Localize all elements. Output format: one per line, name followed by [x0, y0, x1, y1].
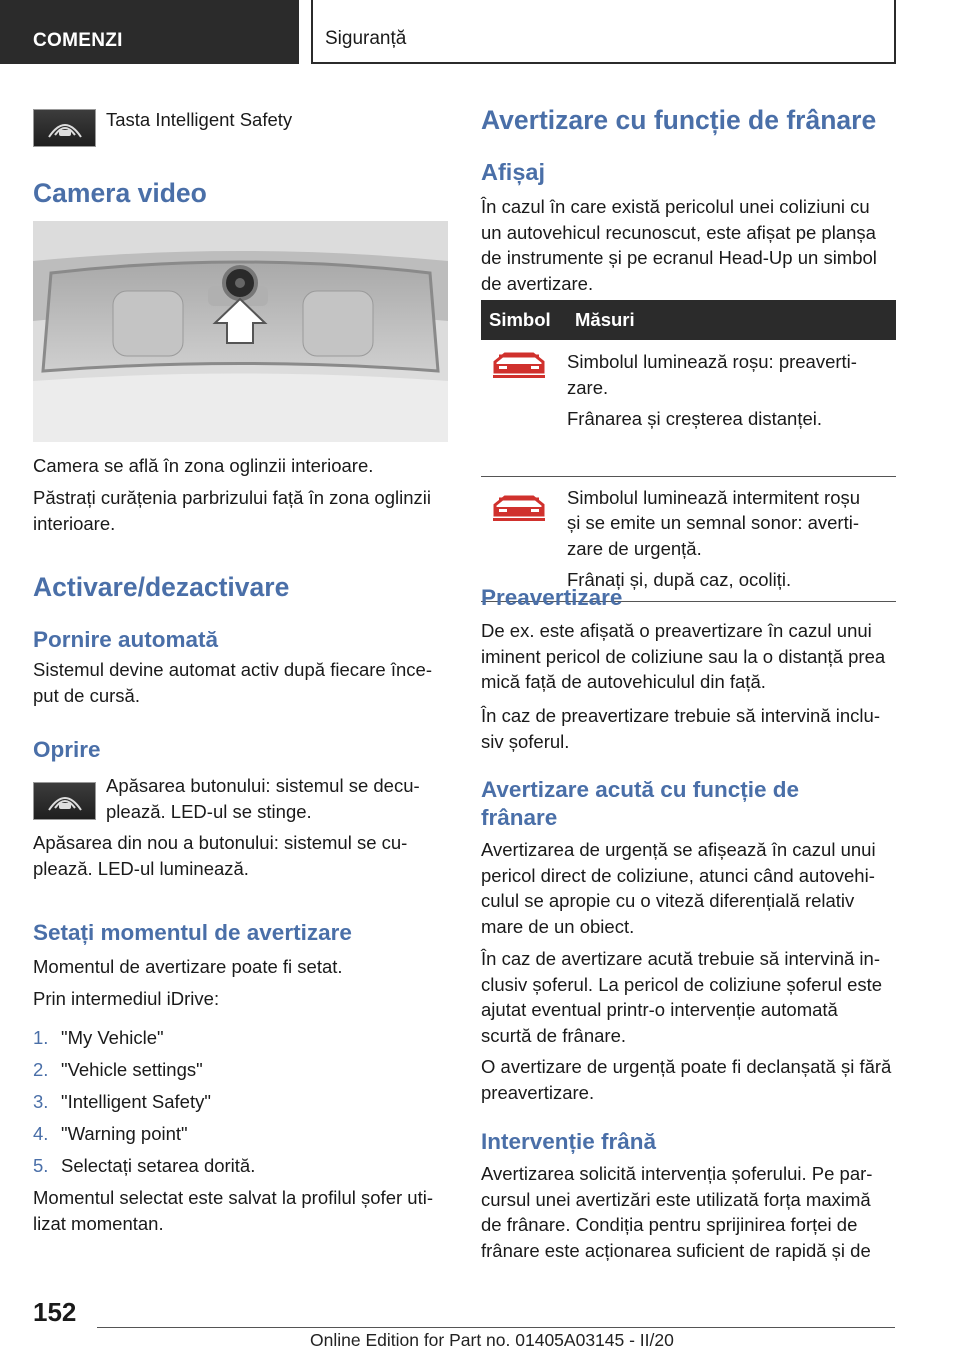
stop-button-row [33, 775, 448, 828]
symbol-cell [481, 476, 567, 601]
symbol-table [481, 300, 896, 602]
final-paragraph: Momentul selectat este salvat la profilul șofer uti- lizat momentan. [33, 1187, 433, 1234]
warning-time-paragraph-2: Prin intermediul iDrive: [33, 988, 220, 1009]
table-header-row [481, 300, 896, 340]
pre-warning-heading: Preavertizare [481, 585, 623, 610]
symbol-cell [481, 340, 567, 476]
column-header-symbol: Simbol [481, 300, 567, 340]
warning-time-paragraph-1: Momentul de avertizare poate fi setat. [33, 956, 343, 977]
pre-warning-paragraph-1: De ex. este afișată o preavertizare în cazul unui iminent pericol de coliziune sau la o distanță prea mică față de autovehiculul din față. [481, 620, 886, 692]
camera-paragraph-1: Camera se află în zona oglinzii interioare. [33, 455, 374, 476]
display-paragraph: În cazul în care există pericolul unei coliziuni cu un autovehicul recunoscut, este afișat pe planșa de instrumente și pe ecranul Head-Up un simbol de avertizare. [481, 196, 877, 294]
main-heading: Avertizare cu funcție de frânare [481, 105, 877, 135]
brake-intervention-heading: Intervenție frână [481, 1129, 657, 1154]
page-header [0, 0, 960, 66]
acute-paragraph-2: În caz de avertizare acută trebuie să intervină in- clusiv șoferul. La pericol de coliziune șoferul este ajutat eventual printr-o intervenție automată scurtă de frânare. [481, 948, 883, 1046]
camera-heading: Camera video [33, 178, 207, 208]
column-header-measures: Măsuri [567, 300, 896, 340]
intelligent-safety-button-icon [33, 109, 96, 147]
page-number: 152 [33, 1297, 77, 1327]
table-row [481, 340, 896, 476]
car-warning-icon [491, 493, 547, 523]
acute-warning-heading: Avertizare acută cu funcție de frânare [481, 777, 800, 830]
stop-paragraph-2: Apăsarea din nou a butonului: sistemul se cu- plează. LED-ul luminează. [33, 832, 408, 879]
list-item: 2. "Vehicle settings" [33, 1059, 203, 1080]
camera-photo [33, 221, 448, 442]
stop-button-text: Apăsarea butonului: sistemul se decu- plează. LED-ul se stinge. [106, 775, 420, 822]
stop-heading: Oprire [33, 737, 101, 762]
pre-warning-paragraph-2: În caz de preavertizare trebuie să intervină inclu- siv șoferul. [481, 705, 880, 752]
acute-paragraph-1: Avertizarea de urgență se afișează în cazul unui pericol direct de coliziune, atunci când autovehi- culul se apropie cu o viteză diferențială relativ mare de un obiect. [481, 839, 876, 937]
measures-cell: Simbolul luminează roșu: preaverti- zare. Frânarea și creșterea distanței. [567, 340, 896, 476]
list-item: 1. "My Vehicle" [33, 1027, 164, 1048]
auto-start-heading: Pornire automată [33, 627, 219, 652]
car-warning-icon [491, 350, 547, 380]
brake-intervention-paragraph: Avertizarea solicită intervenția șoferului. Pe par- cursul unei avertizări este utilizată forța maximă de frânare. Condiția pentru sprijinirea forței de frânare este acționarea suficient de rapidă și de [481, 1163, 873, 1261]
camera-paragraph-2: Păstrați curățenia parbrizului față în zona oglinzii interioare. [33, 487, 431, 534]
list-item: 3. "Intelligent Safety" [33, 1091, 211, 1112]
auto-start-paragraph: Sistemul devine automat activ după fiecare înce- put de cursă. [33, 659, 432, 706]
acute-paragraph-3: O avertizare de urgență poate fi declanșată și fără preavertizare. [481, 1056, 892, 1103]
intelligent-safety-button-icon [33, 782, 96, 820]
activation-heading: Activare/dezactivare [33, 572, 290, 602]
measures-cell: Simbolul luminează intermitent roșu și se emite un semnal sonor: averti- zare de urgență. Frânați și, după caz, ocoliți. [567, 476, 896, 601]
idrive-steps-list [33, 1025, 448, 1185]
display-heading: Afișaj [481, 159, 545, 185]
section-tab: COMENZI [0, 0, 299, 64]
edition-note: Online Edition for Part no. 01405A03145 - II/20 [310, 1330, 674, 1350]
button-caption: Tasta Intelligent Safety [106, 109, 293, 130]
button-caption-row [33, 109, 448, 149]
list-item: 4. "Warning point" [33, 1123, 188, 1144]
table-row [481, 476, 896, 601]
list-item: 5. Selectați setarea dorită. [33, 1155, 256, 1176]
warning-time-heading: Setați momentul de avertizare [33, 920, 352, 945]
footer-divider [97, 1327, 895, 1328]
chapter-tab: Siguranță [311, 0, 896, 64]
